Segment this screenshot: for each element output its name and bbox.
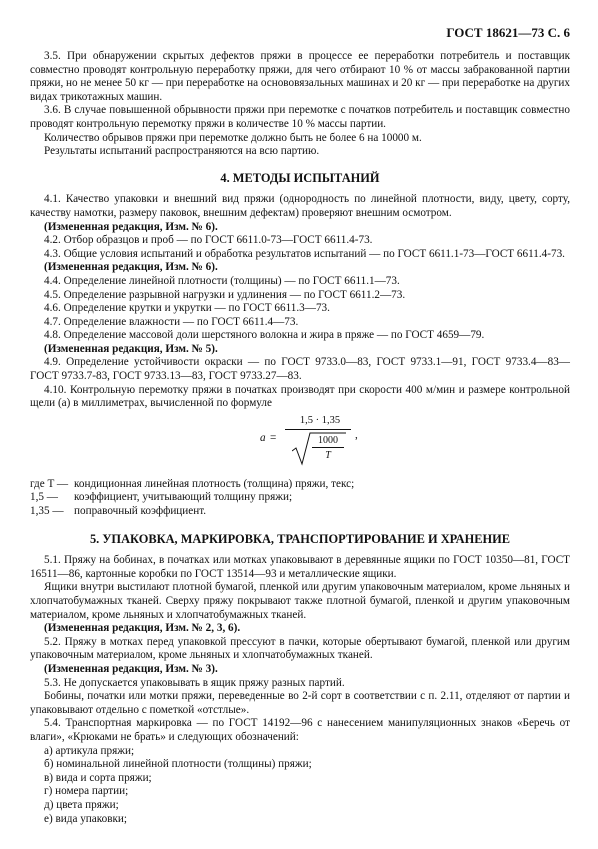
page-header: ГОСТ 18621—73 С. 6 xyxy=(446,25,570,40)
paragraph-4-1: 4.1. Качество упаковки и внешний вид пряжи (однородность по линейной плотности, виду, цвету, сорту, качеству намотки, размеру паковок, внешним дефектам) проверяют внешним осмотром. xyxy=(30,193,570,219)
section-4-title: 4. МЕТОДЫ ИСПЫТАНИЙ xyxy=(220,170,380,185)
amendment-note: (Измененная редакция, Изм. № 3). xyxy=(44,662,218,675)
definition-text: кондиционная линейная плотность (толщина) пряжи, текс; xyxy=(74,477,355,490)
definition-key: 1,35 — xyxy=(30,505,64,518)
definition-key: где T — xyxy=(30,477,69,490)
paragraph-4-6: 4.6. Определение крутки и укрутки — по ГОСТ 6611.3—73. xyxy=(44,302,330,315)
list-item: в) вида и сорта пряжи; xyxy=(44,771,152,784)
formula-lhs: a xyxy=(260,431,266,444)
fraction-bar xyxy=(285,429,351,430)
amendment-note: (Измененная редакция, Изм. № 6). xyxy=(44,220,218,233)
definition-row xyxy=(30,478,570,492)
paragraph-4-5: 4.5. Определение разрывной нагрузки и удлинения — по ГОСТ 6611.2—73. xyxy=(44,288,406,301)
definition-text: поправочный коэффициент. xyxy=(74,505,207,518)
paragraph-5-2: 5.2. Пряжу в мотках перед упаковкой прессуют в пачки, которые обертывают бумагой, пленкой или другим упаковочным материалом, кроме льняных и хлопчатобумажных тканей. xyxy=(30,635,570,662)
amendment-note: (Измененная редакция, Изм. № 2, 3, 6). xyxy=(44,622,241,635)
list-item: е) вида упаковки; xyxy=(44,812,128,825)
root-denominator: T xyxy=(325,449,331,461)
document-body xyxy=(30,50,570,826)
paragraph-4-8: 4.8. Определение массовой доли шерстяного волокна и жира в пряже — по ГОСТ 4659—79. xyxy=(44,329,485,342)
amendment-note: (Измененная редакция, Изм. № 5). xyxy=(44,342,218,355)
amendment-note: (Измененная редакция, Изм. № 6). xyxy=(44,261,218,274)
paragraph-4-9: 4.9. Определение устойчивости окраски — по ГОСТ 9733.0—83, ГОСТ 9733.1—91, ГОСТ 9733.4—83—ГОСТ 9733.7-83, ГОСТ 9733.13—83, ГОСТ 9733.27—83. xyxy=(30,356,570,383)
list-item: г) номера партии; xyxy=(44,785,129,798)
formula-numerator: 1,5 · 1,35 xyxy=(299,414,341,426)
gap-formula xyxy=(30,414,570,470)
paragraph-4-7: 4.7. Определение влажности — по ГОСТ 6611.4—73. xyxy=(44,315,299,328)
paragraph-3-6-results: Результаты испытаний распространяются на всю партию. xyxy=(44,145,320,158)
paragraph-4-4: 4.4. Определение линейной плотности (толщины) — по ГОСТ 6611.1—73. xyxy=(44,274,400,287)
definition-text: коэффициент, учитывающий толщину пряжи; xyxy=(74,491,293,504)
definition-key: 1,5 — xyxy=(30,491,58,504)
formula-equals: = xyxy=(270,431,277,444)
list-item: б) номинальной линейной плотности (толщины) пряжи; xyxy=(44,758,312,771)
paragraph-5-1-lining: Ящики внутри выстилают плотной бумагой, пленкой или другим упаковочным материалом, кроме льняных и хлопчатобумажных тканей. Сверху пряжу покрывают также плотной бумагой, пленкой и другим упаковочным материалом, кроме льняных и хлопчатобумажных тканей. xyxy=(30,581,570,621)
paragraph-5-3-second-grade: Бобины, початки или мотки пряжи, переведенные во 2-й сорт в соответствии с п. 2.11, отделяют от партии и упаковывают отдельно с пометкой «отстлые». xyxy=(30,690,570,716)
paragraph-4-2: 4.2. Отбор образцов и проб — по ГОСТ 6611.0-73—ГОСТ 6611.4-73. xyxy=(44,234,373,247)
root-numerator: 1000 xyxy=(318,434,338,446)
paragraph-3-6-breaks: Количество обрывов пряжи при перемотке должно быть не более 6 на 10000 м. xyxy=(44,131,422,144)
definition-row xyxy=(30,491,570,505)
paragraph-5-3: 5.3. Не допускается упаковывать в ящик пряжу разных партий. xyxy=(44,676,345,689)
paragraph-4-10: 4.10. Контрольную перемотку пряжи в початках производят при скорости 400 м/мин и размере контрольной щели (а) в миллиметрах, вычисленной по формуле xyxy=(30,383,570,410)
formula-comma: , xyxy=(355,428,358,441)
paragraph-3-6: 3.6. В случае повышенной обрывности пряжи при перемотке с початков потребитель и поставщик совместно проводят контрольную перемотку пряжи в количестве 10 % массы партии. xyxy=(30,104,570,130)
paragraph-5-4: 5.4. Транспортная маркировка — по ГОСТ 14192—96 с нанесением манипуляционных знаков «Беречь от влаги», «Крюками не брать» и следующих обозначений: xyxy=(30,717,570,743)
paragraph-5-1: 5.1. Пряжу на бобинах, в початках или мотках упаковывают в деревянные ящики по ГОСТ 10350—81, ГОСТ 16511—86, картонные коробки по ГОСТ 13514—93 и металлические ящики. xyxy=(30,554,570,580)
root-fraction-bar xyxy=(312,447,344,448)
section-5-title: 5. УПАКОВКА, МАРКИРОВКА, ТРАНСПОРТИРОВАНИЕ И ХРАНЕНИЕ xyxy=(89,531,511,546)
definition-row xyxy=(30,505,570,519)
list-item: д) цвета пряжи; xyxy=(44,798,119,811)
paragraph-4-3: 4.3. Общие условия испытаний и обработка результатов испытаний — по ГОСТ 6611.1-73—ГОСТ 6611.4-73. xyxy=(44,247,565,260)
paragraph-3-5: 3.5. При обнаружении скрытых дефектов пряжи в процессе ее переработки потребитель и поставщик совместно проводят контрольную переработку пряжи, для чего отбирают 10 % от массы забракованной партии пряжи, но не менее 50 кг — при переработке на основовязальных машинах и 20 кг — при переработке на других видах трикотажных машин. xyxy=(30,50,570,103)
list-item: а) артикула пряжи; xyxy=(44,744,135,757)
